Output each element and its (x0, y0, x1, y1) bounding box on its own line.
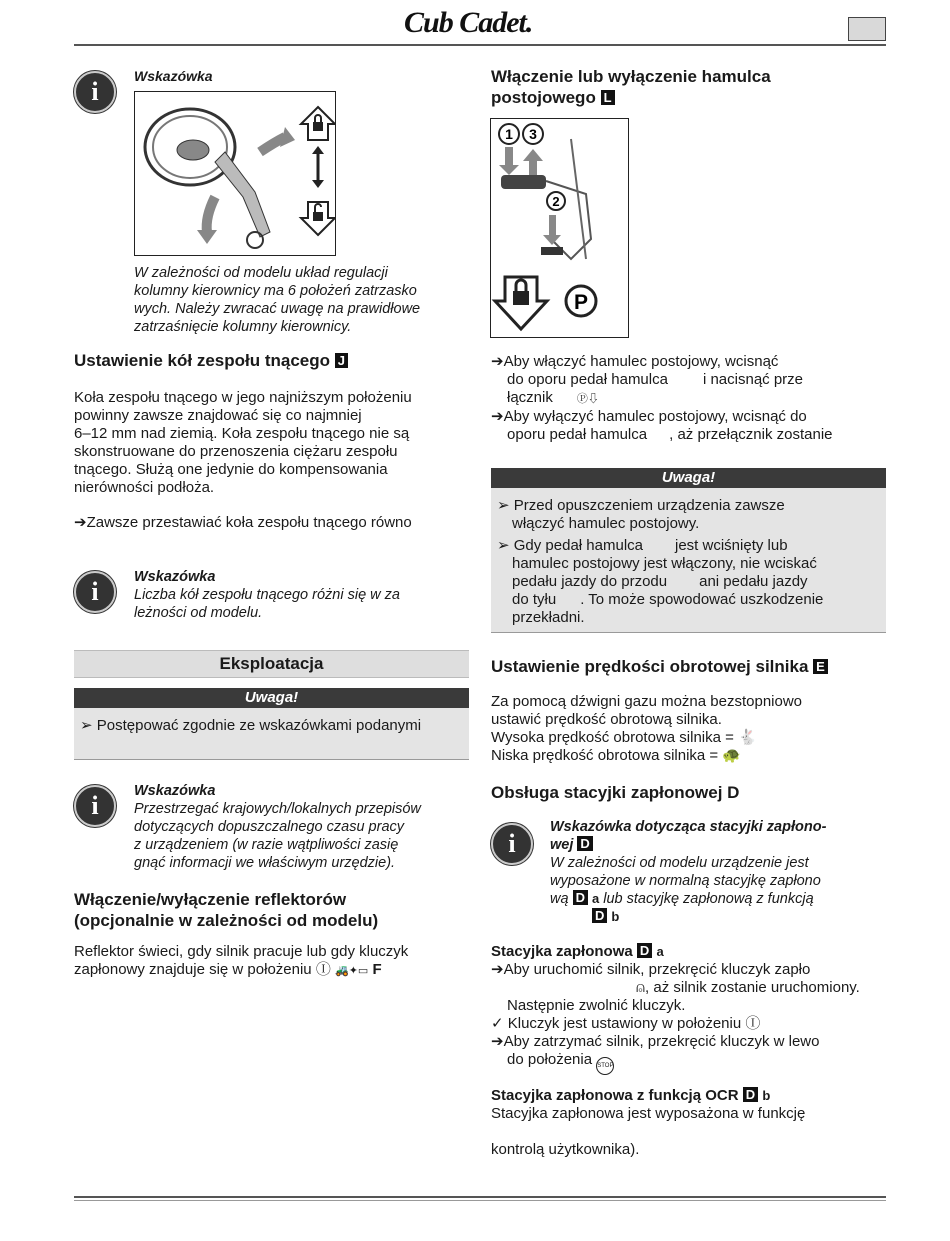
body-line: 6–12 mm nad ziemią. Koła zespołu tnącego nie są (74, 425, 410, 442)
warning-header: Uwaga! (491, 468, 886, 488)
figure-badge: D (577, 836, 592, 851)
stop-icon: STOP (596, 1057, 614, 1075)
chevron-right-icon: ➢ (497, 497, 514, 514)
bullet-item: ➔Aby uruchomić silnik, przekręcić kluczyk zapło (491, 961, 811, 978)
figure-badge: J (335, 353, 348, 368)
body-line: tnącego. Służą one jedynie do kompensowania (74, 461, 388, 478)
parking-brake-illustration (491, 119, 628, 337)
chevron-right-icon: ➢ (497, 537, 514, 554)
bullet-item-cont: łącznik Ⓟ⇩ (507, 389, 599, 406)
parking-p-label: P (573, 291, 589, 314)
figure-badge: L (601, 90, 615, 105)
note-caption (134, 264, 420, 336)
note-line: Liczba kół zespołu tnącego różni się w za (134, 587, 400, 603)
ignition-a (491, 943, 860, 1075)
body-line: nierówności podłoża. (74, 479, 215, 496)
body-line: Za pomocą dźwigni gazu można bezstopniowo (491, 693, 803, 710)
section-heading: Obsługa stacyjki zapłonowej D (491, 783, 740, 802)
check-icon: ✓ (491, 1015, 504, 1032)
rabbit-icon: 🐇 (738, 729, 757, 746)
section-heading: Ustawienie prędkości obrotowej silnika E (491, 656, 828, 677)
brake-instructions (491, 353, 833, 444)
warning-item-cont: hamulec postojowy jest włączony, nie wciskać (512, 555, 817, 572)
body-line: zapłonowy znajduje się w położeniu Ⓘ 🚜✦▭ F (74, 961, 382, 978)
arrow-icon: ➔ (491, 408, 504, 425)
step-number: 2 (552, 194, 560, 209)
warning-item-cont: do tyłu . To może spowodować uszkodzenie (512, 591, 824, 608)
figure-badge: D (637, 943, 652, 958)
figure-badge: D (743, 1087, 758, 1102)
body-line: Stacyjka zapłonowa jest wyposażona w funkcję (491, 1105, 806, 1122)
warning-body (74, 708, 469, 760)
note-line: Przestrzegać krajowych/lokalnych przepisów (134, 801, 421, 817)
key-start-icon: ⍝ (636, 979, 646, 996)
footer-rule (74, 1196, 886, 1198)
key-position-icon: Ⓘ (745, 1015, 761, 1032)
warning-item-cont: włączyć hamulec postojowy. (512, 515, 700, 532)
warning-item: ➢ Gdy pedał hamulca jest wciśnięty lub (497, 537, 788, 554)
body-line: Koła zespołu tnącego w jego najniższym położeniu (74, 389, 412, 406)
arrow-icon: ➔ (491, 353, 504, 370)
warning-items (497, 497, 823, 627)
caption-line: wych. Należy zwracać uwagę na prawidłowe (134, 301, 421, 317)
note-block (134, 568, 400, 622)
arrow-icon: ➔ (491, 1033, 504, 1050)
turtle-icon: 🐢 (722, 747, 742, 764)
body-line: powinny zawsze znajdować się co najmniej (74, 407, 362, 424)
wheels-body (74, 389, 412, 497)
note-line: wą D a lub stacyjkę zapłonową z funkcją (550, 890, 814, 907)
arrow-icon: ➔ (491, 961, 504, 978)
caption-line: kolumny kierownicy ma 6 położeń zatrzasko (134, 283, 417, 299)
bullet-item-cont: oporu pedał hamulca , aż przełącznik zostanie (507, 426, 833, 443)
figure-badge: D (592, 908, 607, 923)
note-title: Wskazówka dotycząca stacyjki zapłono- (550, 819, 827, 835)
info-icon: i (491, 823, 533, 865)
brand-logo: Cub Cadet. (404, 6, 533, 39)
bullet-item-cont: do oporu pedał hamulca i nacisnąć prze (507, 371, 804, 388)
key-position-icon: Ⓘ (315, 961, 331, 978)
bullet-item: ➔Aby wyłączyć hamulec postojowy, wcisnąć do (491, 408, 807, 425)
warning-header: Uwaga! (74, 688, 469, 708)
body-line: kontrolą użytkownika). (491, 1141, 640, 1158)
bullet-item-cont: ⍝, aż silnik zostanie uruchomiony. (636, 979, 860, 996)
note-title: Wskazówka (134, 783, 216, 799)
page-tab (848, 17, 886, 41)
footer-rule (74, 1200, 886, 1201)
lights-body (74, 943, 408, 980)
warning-item: ➢ Postępować zgodnie ze wskazówkami podanymi (80, 717, 422, 734)
section-heading: Włączenie lub wyłączenie hamulca postojowego L (491, 67, 771, 107)
info-icon: i (74, 571, 116, 613)
figure-badge: D (573, 890, 588, 905)
note-line: D b (550, 908, 826, 926)
speed-body (491, 693, 802, 765)
note-title: Wskazówka (134, 569, 216, 585)
parking-switch-icon: Ⓟ⇩ (576, 393, 599, 405)
note-line: W zależności od modelu urządzenie jest (550, 855, 809, 871)
bullet-item: ➔Aby zatrzymać silnik, przekręcić kluczyk w lewo (491, 1033, 820, 1050)
info-icon: i (74, 785, 116, 827)
caption-line: W zależności od modelu układ regulacji (134, 265, 388, 281)
chevron-right-icon: ➢ (80, 717, 97, 734)
warning-item-cont: przekładni. (512, 609, 585, 626)
body-line: Wysoka prędkość obrotowa silnika = 🐇 (491, 729, 757, 746)
bullet-item-cont: do położenia STOP (491, 1051, 860, 1075)
warning-item: ➢ Przed opuszczeniem urządzenia zawsze (497, 497, 785, 514)
note-line: wyposażone w normalną stacyjkę zapłono (550, 873, 821, 889)
note-line: z urządzeniem (w razie wątpliwości zasię (134, 837, 399, 853)
brake-figure (490, 118, 629, 338)
operation-section-bar: Eksploatacja (74, 650, 469, 678)
info-icon: i (74, 71, 116, 113)
arrow-icon: ➔ (74, 514, 87, 531)
note-block (134, 782, 421, 872)
step-number: 1 (505, 126, 513, 142)
warning-item-cont: pedału jazdy do przodu ani pedału jazdy (512, 573, 808, 590)
note-line: gnąć informacji we właściwym urzędzie). (134, 855, 396, 871)
body-line: Niska prędkość obrotowa silnika = 🐢 (491, 747, 742, 764)
steering-column-illustration (135, 92, 335, 255)
bullet-item: ➔Aby włączyć hamulec postojowy, wcisnąć (491, 353, 779, 370)
check-item: ✓ Kluczyk jest ustawiony w położeniu Ⓘ (491, 1015, 761, 1032)
note-line: leżności od modelu. (134, 605, 263, 621)
warning-body (491, 488, 886, 633)
note-block (550, 818, 826, 926)
bullet-item-cont: Następnie zwolnić kluczyk. (507, 997, 686, 1014)
section-heading: Włączenie/wyłączenie reflektorów (opcjonalnie w zależności od modelu) (74, 890, 379, 930)
subheading: Stacyjka zapłonowa D a (491, 943, 664, 960)
steering-figure (134, 91, 336, 256)
tractor-light-icon: 🚜✦▭ (335, 965, 369, 977)
note-line: dotyczących dopuszczalnego czasu pracy (134, 819, 405, 835)
ignition-b (491, 1087, 805, 1159)
note-title: Wskazówka (134, 68, 213, 84)
body-line: skonstruowane do przenoszenia ciężaru zespołu (74, 443, 398, 460)
bullet-item: ➔Zawsze przestawiać koła zespołu tnącego równo (74, 514, 412, 531)
body-line: ustawić prędkość obrotową silnika. (491, 711, 722, 728)
caption-line: zatrzaśnięcie kolumny kierownicy. (134, 319, 352, 335)
step-number: 3 (529, 126, 537, 142)
header-rule (74, 44, 886, 46)
subheading: Stacyjka zapłonowa z funkcją OCR D b (491, 1087, 771, 1104)
section-heading: Ustawienie kół zespołu tnącego J (74, 350, 348, 371)
figure-badge: E (813, 659, 828, 674)
body-line: Reflektor świeci, gdy silnik pracuje lub gdy kluczyk (74, 943, 409, 960)
note-title: wej D (550, 836, 826, 854)
